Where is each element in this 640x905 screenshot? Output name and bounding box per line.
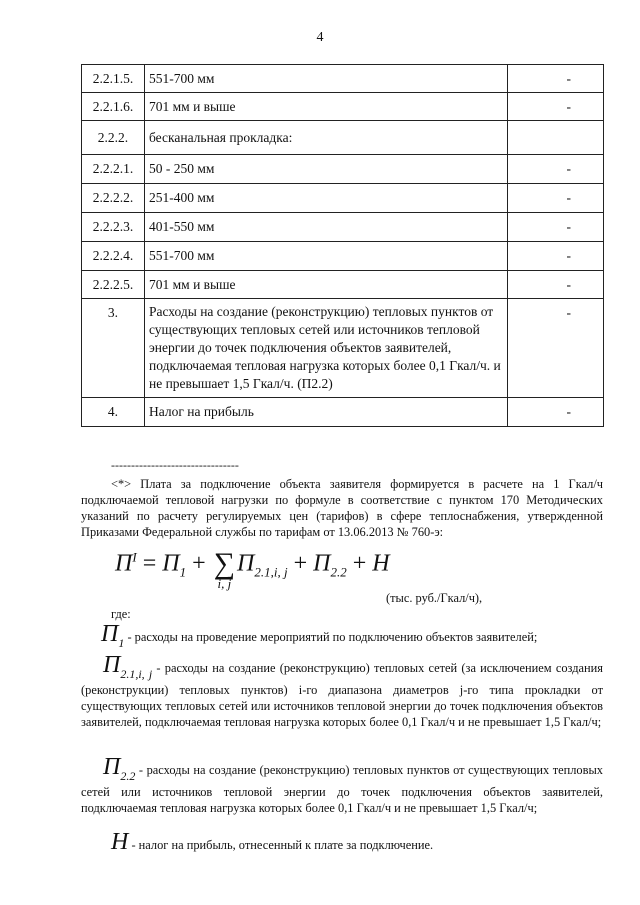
def-p21-symbol: П (103, 652, 121, 678)
definition-p21 (81, 652, 603, 730)
formula-t3: П (313, 550, 331, 577)
cell-num: 2.2.2.1. (82, 155, 145, 184)
cell-val: - (507, 155, 603, 184)
def-n-symbol: Н (111, 829, 129, 855)
cell-num: 3. (82, 299, 145, 398)
cell-desc: 251-400 мм (144, 184, 507, 213)
formula-t2-sub: 2.1,i, j (254, 564, 288, 580)
cell-num: 2.2.2.5. (82, 271, 145, 299)
cell-desc: бесканальная прокладка: (144, 121, 507, 155)
formula-t1-sub: 1 (179, 564, 187, 580)
cell-desc: Налог на прибыль (144, 398, 507, 427)
def-p22-sub: 2.2 (120, 768, 136, 783)
definition-p1 (101, 621, 603, 651)
formula-lhs-sup: I (132, 549, 137, 565)
cell-val: - (507, 299, 603, 398)
tariff-table (81, 64, 604, 427)
formula-lhs: П (115, 550, 133, 577)
def-p22-text: - расходы на создание (реконструкцию) тепловых пунктов от существующих тепловых сетей или источников тепловой энергии до точек подключения объектов заявителей, подключаемая тепловая нагрузка которых более 0,1 Гкал/ч и не превышает 1,5 Гкал/ч; (81, 763, 603, 815)
footnote-text: <*> Плата за подключение объекта заявителя формируется в расчете на 1 Гкал/ч подключаемой тепловой нагрузки по формуле в соответствие с пунктом 170 Методических указаний по расчету регулируемых цен (тарифов) в сфере теплоснабжения, утвержденной Приказами Федеральной службы по тарифам от 13.06.2013 № 760-э: (81, 477, 603, 539)
cell-desc: Расходы на создание (реконструкцию) тепловых пунктов от существующих тепловых сетей или источников тепловой энергии до точек подключения объектов заявителей, подключаемая тепловая нагрузка которых более 0,1 Гкал/ч. и не превышает 1,5 Гкал/ч. (П2.2) (144, 299, 507, 398)
table-row (82, 121, 604, 155)
table-row (82, 398, 604, 427)
cell-num: 2.2.2. (82, 121, 145, 155)
formula-t2: П (237, 550, 255, 577)
formula-t3-sub: 2.2 (330, 564, 347, 580)
cell-num: 2.2.2.3. (82, 213, 145, 242)
def-n-text: - налог на прибыль, отнесенный к плате за подключение. (128, 838, 434, 852)
table-row (82, 271, 604, 299)
table-row (82, 242, 604, 271)
tariff-table-body (82, 65, 604, 427)
cell-val: - (507, 93, 603, 121)
def-p1-symbol: П (101, 621, 119, 647)
cell-desc: 401-550 мм (144, 213, 507, 242)
formula-t4: Н (372, 550, 390, 577)
cell-desc: 50 - 250 мм (144, 155, 507, 184)
page-number: 4 (316, 30, 324, 45)
cell-val: - (507, 184, 603, 213)
cell-val: - (507, 242, 603, 271)
cell-desc: 551-700 мм (144, 242, 507, 271)
def-p1-text: - расходы на проведение мероприятий по подключению объектов заявителей; (124, 630, 538, 644)
formula-plus3: + (346, 550, 373, 577)
formula-sum (213, 547, 236, 591)
formula-t1: П (162, 550, 180, 577)
cell-num: 2.2.2.2. (82, 184, 145, 213)
def-p22-symbol: П (103, 754, 121, 780)
def-p21-text: - расходы на создание (реконструкцию) тепловых сетей (за исключением создания (реконструкции) тепловых пунктов) i-го диапазона диаметров j-го типа прокладки от существующих тепловых сетей или источников тепловой энергии до точек подключения объектов заявителей, подключаемая тепловая нагрузка которых более 0,1 Гкал/ч и не превышает 1,5 Гкал/ч; (81, 661, 603, 729)
cell-num: 2.2.2.4. (82, 242, 145, 271)
table-row (82, 213, 604, 242)
cell-num: 2.2.1.5. (82, 65, 145, 93)
cell-val: - (507, 398, 603, 427)
table-row (82, 299, 604, 398)
formula-plus2: + (287, 550, 314, 577)
table-row (82, 155, 604, 184)
table-row (82, 184, 604, 213)
cell-desc: 701 мм и выше (144, 93, 507, 121)
cell-desc: 551-700 мм (144, 65, 507, 93)
sum-sign: ∑ (213, 547, 236, 580)
cell-val (507, 121, 603, 155)
where-label: где: (111, 607, 131, 621)
definition-n (111, 829, 603, 855)
formula-units: (тыс. руб./Гкал/ч), (386, 591, 483, 605)
footnote-divider: -------------------------------- (111, 458, 239, 472)
cell-num: 2.2.1.6. (82, 93, 145, 121)
table-row (82, 93, 604, 121)
formula-plus1: + (186, 550, 212, 577)
table-row (82, 65, 604, 93)
definition-p22 (81, 754, 603, 816)
cell-num: 4. (82, 398, 145, 427)
cell-desc: 701 мм и выше (144, 271, 507, 299)
cell-val: - (507, 271, 603, 299)
cell-val: - (507, 65, 603, 93)
def-p1-sub: 1 (118, 635, 125, 650)
def-p21-sub: 2.1,i, j (120, 666, 153, 681)
formula-eq: = (136, 550, 163, 577)
formula (115, 545, 390, 591)
cell-val: - (507, 213, 603, 242)
sum-index: i, j (217, 576, 232, 591)
